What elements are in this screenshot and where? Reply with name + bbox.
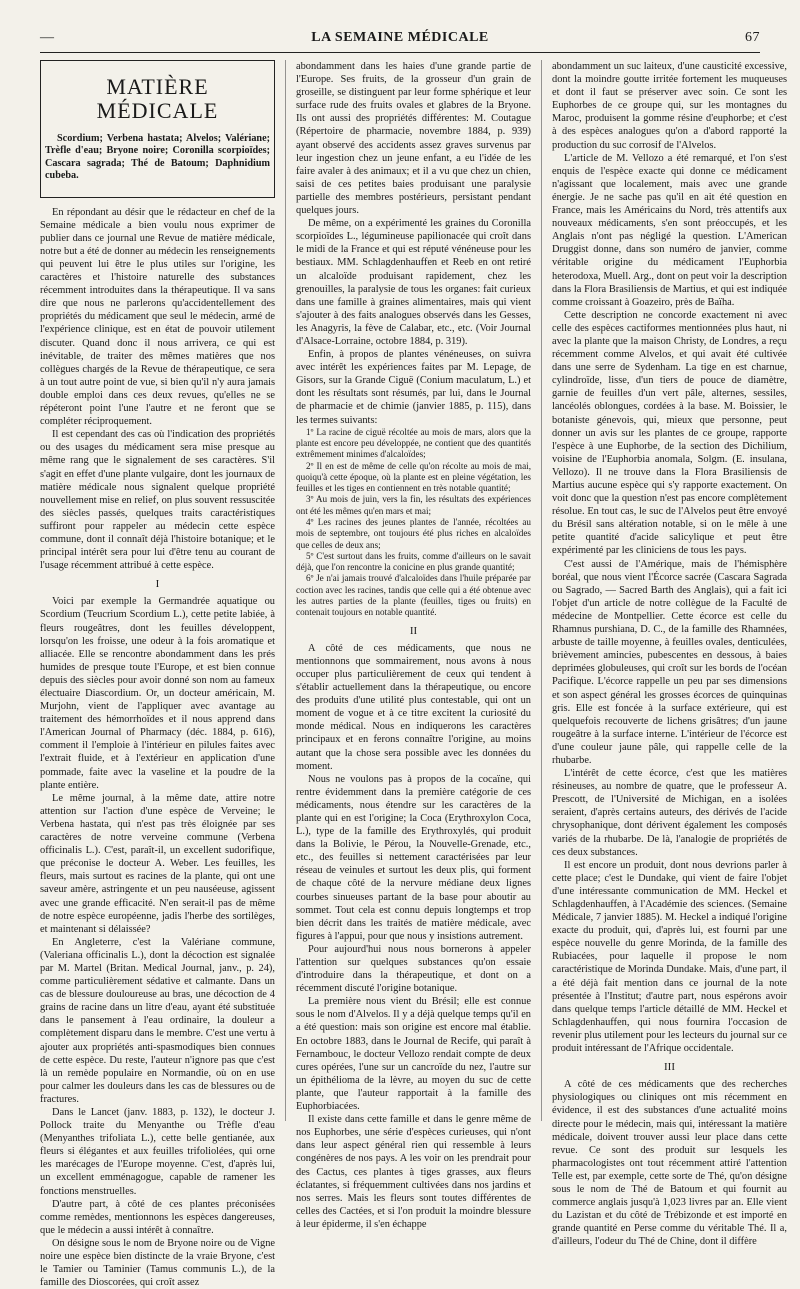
paragraph: C'est aussi de l'Amérique, mais de l'hémisphère boréal, que nous vient l'Écorce sacrée (Cascara Sagrada ou Sagrado, — Sacred Barth des Anglais), qui a fait ici l'objet d'un article de notre collègue de la Faculté de médecine de Montpellier. Cette écorce est celle du Rhamnus purshiana, D. C., de la famille des Rhamnées, arbuste de taille moyenne, à feuilles ovales, denticulées, brièvement amincies, pubescentes en dessous, à baies deprimées globuleuses, qui croît sur les bords de l'océan Pacifique. L'écorce rappelle un peu par ses dimensions et son aspect général les grosses écorces de quinquinas gris. Elle est foncée à la surface extérieure, qui est quelquefois recouverte de lichens grisâtres; d'un jaune rougeâtre à la surface interne. L'intérieur de l'écorce est d'une couleur jaune pâle, qui rappelle celle de la rhubarbe. bbox=[552, 558, 787, 766]
paragraph: A côté de ces médicaments, que nous ne mentionnons que sommairement, nous avons à nous occuper plus particulièrement de ceux qui tendent à s'établir actuellement dans la thérapeutique, ou encore des produits d'une utilité plus contestable, qui ont un moment de vogue et à ce titre excitent la curiosité du monde médical. Nous en indiquerons les caractères principaux et en ferons connaître l'origine, au moins autant que la chose sera possible avec les données du moment. bbox=[296, 642, 531, 772]
paragraph: En Angleterre, c'est la Valériane commune, (Valeriana officinalis L.), dont la décoction est signalée par M. Martel (Britan. Medical Journal, janv., p. 24), comme particulièrement sédative et calmante. Dans un cas de blessure douloureuse au bras, une décoction de 4 grains de racine dans un litre d'eau, ayant été substituée dans le pansement à l'eau ordinaire, la douleur a complètement disparu dans le membre. C'est une vertu à ajouter aux propriétés anti-spasmodiques bien connues de cette espèce. Du reste, l'auteur n'ignore pas que c'est là un remède populaire en Normandie, où on en use pour calmer les douleurs dans les cas de blessures ou de fractures. bbox=[40, 936, 275, 1105]
left-mark: — bbox=[40, 30, 55, 45]
paragraph: Nous ne voulons pas à propos de la cocaïne, qui rentre évidemment dans la première catégorie de ces médicaments, nous étendre sur les caractères de la plante qui en est l'origine; la Coca (Erythroxylon Coca, L.), type de la famille des Erythroxylés, qui produit dans la Bolivie, le Pérou, la Nouvelle-Grenade, etc., etc., des feuilles si nettement caractérisées par leur réseau de veinules et surtout les deux plis, qui forment de chaque côté de la nervure médiane deux lignes courbes sinueuses partant de la base pour aboutir au sommet. Tout cela est connu depuis longtemps et trop bien décrit dans les traités de matière médicale, avec figures à l'appui, pour que nous y insistions autrement. bbox=[296, 773, 531, 942]
paragraph: De même, on a expérimenté les graines du Coronilla scorpioïdes L., légumineuse papilionacée qui croît dans le midi de la France et qui est réputé vénéneuse pour les bestiaux. MM. Schlagdenhauffen et Reeb en ont retiré un alcaloïde produisant rapidement, chez les grenouilles, la paralysie de tous les organes: fait curieux dans une famille à graines alimentaires, mais qui vient s'ajouter à des faits analogues observés dans les Gesses, les Anagyris, la fève de Calabar, etc., etc. (Voir Journal d'Alsace-Lorraine, octobre 1884, p. 319). bbox=[296, 218, 531, 347]
header-rule bbox=[40, 52, 760, 53]
quoted-item: 6º Je n'ai jamais trouvé d'alcaloïdes dans l'huile préparée par coction avec les racines, tandis que celle qui a été obtenue avec les autres parties de la plante (feuilles, tiges ou fruits) en contenait toujours en notable quantité. bbox=[296, 573, 531, 618]
quoted-item: 5º C'est surtout dans les fruits, comme d'ailleurs on le savait déjà, que l'on rencontre la conicine en plus grande quantité; bbox=[296, 550, 531, 573]
column-divider bbox=[541, 60, 542, 1121]
paragraph: A côté de ces médicaments que des recherches physiologiques ou cliniques ont mis récemment en évidence, il est des substances d'une actualité moins directe pour le médecin, mais qui, intéressant la matière médicale, doivent trouver aussi leur place dans cette revue. Ce sont des produit sur lesquels les pharmacologistes ont tout récemment attiré l'attention Telle est, par exemple, cette sorte de Thé, qu'on désigne sous le nom de Thé de Batoum et qui fournit au commerce anglais jusqu'à 1,023 livres par an. Elle vient du Lazistan et du côté de Trébizonde et est importé en grande quantité en Perse comme du véritable Thé. Il a, d'ailleurs, l'odeur du Thé de Chine, dont il diffère bbox=[552, 1079, 787, 1248]
paragraph: La première nous vient du Brésil; elle est connue sous le nom d'Alvelos. Il y a déjà quelque temps qu'il en a été question: mais son origine est encore mal établie. En octobre 1883, dans le Journal de Recife, qui paraît à Fernambouc, le docteur Vellozo rendait compte de deux cures opérées, l'une sur un cancroïde du nez, l'autre sur un épithélioma de la lèvre, au moyen du suc de cette plante, que l'auteur rapportait à la famille des Euphorbiacées. bbox=[296, 996, 531, 1113]
running-head bbox=[40, 30, 760, 52]
quoted-item: 4º Les racines des jeunes plantes de l'année, récoltées au mois de septembre, ont toujours été plus riches en alcaloïdes que celles de deux ans; bbox=[296, 517, 531, 550]
quoted-item: 3º Au mois de juin, vers la fin, les résultats des expériences ont été les mêmes qu'en mars et mai; bbox=[296, 494, 531, 516]
paragraph: L'intérêt de cette écorce, c'est que les matières résineuses, au nombre de quatre, que le professeur A. Prescott, de l'Université de Michigan, en a isolées seraient, d'après certains auteurs, des dérivés de l'acide chrysophanique, dont dérivent également les composés variés de la rhubarbe. De là, l'analogie de propriétés de ces deux substances. bbox=[552, 768, 787, 858]
quoted-item: 2º Il en est de même de celle qu'on récolte au mois de mai, quoiqu'à cette époque, où la plante est en pleine végétation, les feuilles et les tiges en contiennent en très notable quantité; bbox=[296, 460, 531, 494]
column-3 bbox=[552, 60, 787, 1248]
section-number: I bbox=[155, 578, 160, 591]
section-number: III bbox=[664, 1061, 675, 1074]
page-number: 67 bbox=[745, 30, 760, 45]
column-divider bbox=[285, 60, 286, 1121]
section-heading-box bbox=[40, 60, 275, 198]
paragraph: On désigne sous le nom de Bryone noire ou de Vigne noire une espèce bien distincte de la vraie Bryone, c'est le Tamier ou Taminier (Tamus communis L.), de la famille des Dioscorées, qui croît assez bbox=[40, 1237, 275, 1289]
paragraph: Il existe dans cette famille et dans le genre même de nos Euphorbes, une série d'espèces curieuses, qui n'ont dans leur aspect général rien qui ressemble à leurs congénères de nos pays. A les voir on les prendrait pour des Cactus, ces plantes à tiges grasses, aux fleurs éclatantes, si fréquemment cultivées dans nos jardins et nos serres. Mais les fleurs sont toutes différentes de celles des Cactées, et si l'on produit la moindre blessure à leur épiderme, il s'en échappe bbox=[296, 1114, 531, 1230]
paragraph: Voici par exemple la Germandrée aquatique ou Scordium (Teucrium Scordium L.), cette petite labiée, à fleurs rougeâtres, dont les feuilles développent, lorsqu'on les froisse, une odeur à la fois aromatique et alliacée. Elle se rencontre abondamment dans les prés humides de presque toute l'Europe, et est bien connue depuis des siècles pour avoir donné son nom au fameux électuaire Diascordium. Or, un docteur américain, M. Murjohn, vient de l'appliquer avec avantage au traitement des hémorrhoïdes et il nous apprend dans l'American Journal of Pharmacy (déc. 1884, p. 616), comment il l'emploie à l'intérieur en pilules faites avec l'extrait fluide, et à l'extérieur en application d'une pommade, faite avec la vaseline et la poudre de la plante entière. bbox=[40, 596, 275, 791]
column-1 bbox=[40, 60, 275, 1289]
paragraph: Cette description ne concorde exactement ni avec celle des espèces cactiformes mentionnées plus haut, ni avec la plante que la maison Christy, de Londres, a reçu récemment comme Alvelos, et qui avait été cultivée dans une serre de Sydenham. La tige en est charnue, cylindroïde, lisse, d'un tiers de pouce de diamètre, garnie de feuilles d'un vert pâle, alternes, sessiles, lancéolés oblongues, cordées à la base. M. Boissier, le botaniste génevois, qui, mieux que personne, peut donner un avis sur les plantes de ce groupe, rapporte l'espèce à une Euphorbe, de la section des Dichilium, voisine de l'Euphorbia anomala, Solgm. (E. insulana, Vellozo). Il ne trouve dans la Flora Brasiliensis de Martius aucune espèce qui s'y rapporte exactement. On voit donc que la question n'est pas encore complètement résolue. En tout cas, le suc de l'Alvelos peut être envoyé du Brésil sans altération notable, si on le mêle à une petite quantité d'acide salicylique et peut être expérimenté par les cliniciens de tous les pays. bbox=[552, 309, 787, 557]
section-number: II bbox=[409, 624, 418, 637]
paragraph: abondamment dans les haies d'une grande partie de l'Europe. Ses fruits, de la grosseur d'un grain de groseille, se distinguent par leur forme sphérique et leur surface rude des fruits ovales et glabres de la Bryone. Ils ont aussi des propriétés différentes: M. Coutague (Répertoire de pharmacie, novembre 1884, p. 939) ayant observé des accidents assez graves survenus par leur ingestion chez un jeune enfant, a eu l'idée de les faire avaler à des animaux; et il a vu que chez un chien, saisi de ces petites baies produisant une paralysie partielle des membres postérieurs, persistant pendant quelques jours. bbox=[296, 61, 531, 217]
quoted-item: 1º La racine de ciguë récoltée au mois de mars, alors que la plante est encore peu développée, ne contient que des quantités extrêmement minimes d'alcaloïdes; bbox=[296, 426, 531, 460]
paragraph: D'autre part, à côté de ces plantes préconisées comme remèdes, mentionnons les espèces dangereuses, que le médecin a aussi intérêt à connaître. bbox=[40, 1198, 275, 1236]
paragraph: Enfin, à propos de plantes vénéneuses, on suivra avec intérêt les expériences faites par M. Lepage, de Gisors, sur la Grande Ciguë (Conium maculatum, L.) et dont les résultats sont résumés, par lui, dans le Journal de pharmacie et de chimie (janvier 1885, p. 115), dans les termes suivants: bbox=[296, 349, 531, 426]
section-title: MATIÈRE MÉDICALE bbox=[96, 74, 219, 123]
text-columns bbox=[40, 60, 787, 1289]
article-summary: Scordium; Verbena hastata; Alvelos; Valériane; Trèfle d'eau; Bryone noire; Coronilla scorpioïdes; Cascara sagrada; Thé de Batoum; Daphnidium cubeba. bbox=[45, 133, 270, 182]
paragraph: Le même journal, à la même date, attire notre attention sur l'action d'une espèce de Verveine; le Verbena hastata, qui n'est pas très éloignée par ses caractères de notre verveine commune (Verbena officinalis L.). C'est, paraît-il, un excellent sudorifique, que préconise le docteur A. Weber. Les feuilles, les fleurs, mais surtout es racines de la plante, qui ont une saveur amère, astringente et un peu nauséeuse, agissent avec une grande efficacité. N'en serait-il pas de même de notre espèce européenne, jadis l'herbe des sortilèges, et maintenant si délaissée? bbox=[40, 792, 275, 935]
paragraph: abondamment un suc laiteux, d'une causticité excessive, dont la moindre goutte irritée fortement les muqueuses et dont il faut se préserver avec soin. Ce sont les Euphorbes de ce groupe qui, sur les montagnes du Maroc, produisent la gomme résine d'euphorbe; et c'est à des espèces analogues qu'on a d'abord rapporté la production du suc corrosif de l'Alvelos. bbox=[552, 61, 787, 151]
journal-title: LA SEMAINE MÉDICALE bbox=[311, 30, 489, 45]
column-2 bbox=[296, 60, 531, 1230]
paragraph: Dans le Lancet (janv. 1883, p. 132), le docteur J. Pollock traite du Menyanthe ou Trèfle d'eau (Menyanthes trifoliata L.), cette belle gentianée, aux fleurs si élégantes et aux feuilles trifoliolées, qui orne les marécages de l'Europe moyenne. C'est, d'après lui, un excellent emménagogue, capable de ramener les fonctions menstruelles. bbox=[40, 1107, 275, 1197]
paragraph: L'article de M. Vellozo a été remarqué, et l'on s'est enquis de l'espèce exacte qui donne ce médicament n'agissant que localement, mais avec une grande énergie. Je ne sache pas qu'il en ait été question en France, mais les Américains du Nord, très attentifs aux nouveaux médicaments, s'en sont préoccupés, et les Anglais n'ont pas négligé la question. L'American Druggist donne, dans son numéro de janvier, comme véritable origine du médicament l'Euphorbia heterodoxa, Muell. Arg., dont on peut voir la description dans la Flora Brasiliensis de Martius, et qui est indiquée comme croissant à Goazeiro, près de Baïha. bbox=[552, 152, 787, 308]
paragraph: Pour aujourd'hui nous nous bornerons à appeler l'attention sur quelques substances qu'on essaie d'introduire dans la thérapeutique, et dont on a récemment discuté l'origine botanique. bbox=[296, 943, 531, 995]
paragraph: Il est cependant des cas où l'indication des propriétés ou des usages du médicament sera mise presque au même rang que le signalement de ses caractères. S'il s'agit en effet d'une plante vulgaire, dont les journaux de matière médicale nous signalent quelque propriété nouvellement mise en relief, on plus souvent ressuscitée des siècles passés, quelques traits caractéristiques suffiront pour rappeler au médecin cette espèce commune, dont il connaît déjà l'histoire botanique; et le principal intérêt sera pour lui d'être tenu au courant de l'usage récemment attribué à cette espèce. bbox=[40, 429, 275, 572]
paragraph: En répondant au désir que le rédacteur en chef de la Semaine médicale a bien voulu nous exprimer de publier dans ce journal une Revue de matière médicale, notre but a été de donner au médecin les renseignements qui peuvent lui être le plus utiles sur l'origine, les caractères et l'histoire naturelle des substances récemment introduites dans la thérapeutique. Il va sans dire que nous ne parlerons qu'accidentellement des propriétés du médicament que seul le médecin, armé de l'expérience clinique, est en état de pouvoir utilement discuter. Quand donc il nous arrivera, ce qui est inévitable, de traiter des mêmes matières que nos collègues chargés de la Revue de thérapeutique, ce sera à un tout autre point de vue, si bien qu'il n'y aura jamais double emploi dans ces deux revues, qu'elles ne se répéteront point l'une l'autre et ne feront que se compléter réciproquement. bbox=[40, 206, 275, 428]
paragraph: Il est encore un produit, dont nous devrions parler à cette place; c'est le Dundake, qui vient de faire l'objet d'une intéressante communication de MM. Heckel et Schlagdenhauffen, à l'Académie des sciences. (Semaine Médicale, 7 janvier 1885). M. Heckel a indiqué l'origine exacte du produit, qui, d'après lui, est fourni par une espèce nouvelle du genre Morinda, de la famille des Rubiacées, pour laquelle il propose le nom caractéristique de Morinda Dundake. Mais, d'une part, il a été déjà fait mention dans ce journal de la note présentée à l'Institut; d'autre part, nous espérons avoir dans quelque temps l'article détaillé de MM. Heckel et Schlagdenhauffen, qui nous fournira l'occasion de revenir plus utilement pour les lecteurs du journal sur ce produit intéressant de l'Afrique occidentale. bbox=[552, 859, 787, 1055]
